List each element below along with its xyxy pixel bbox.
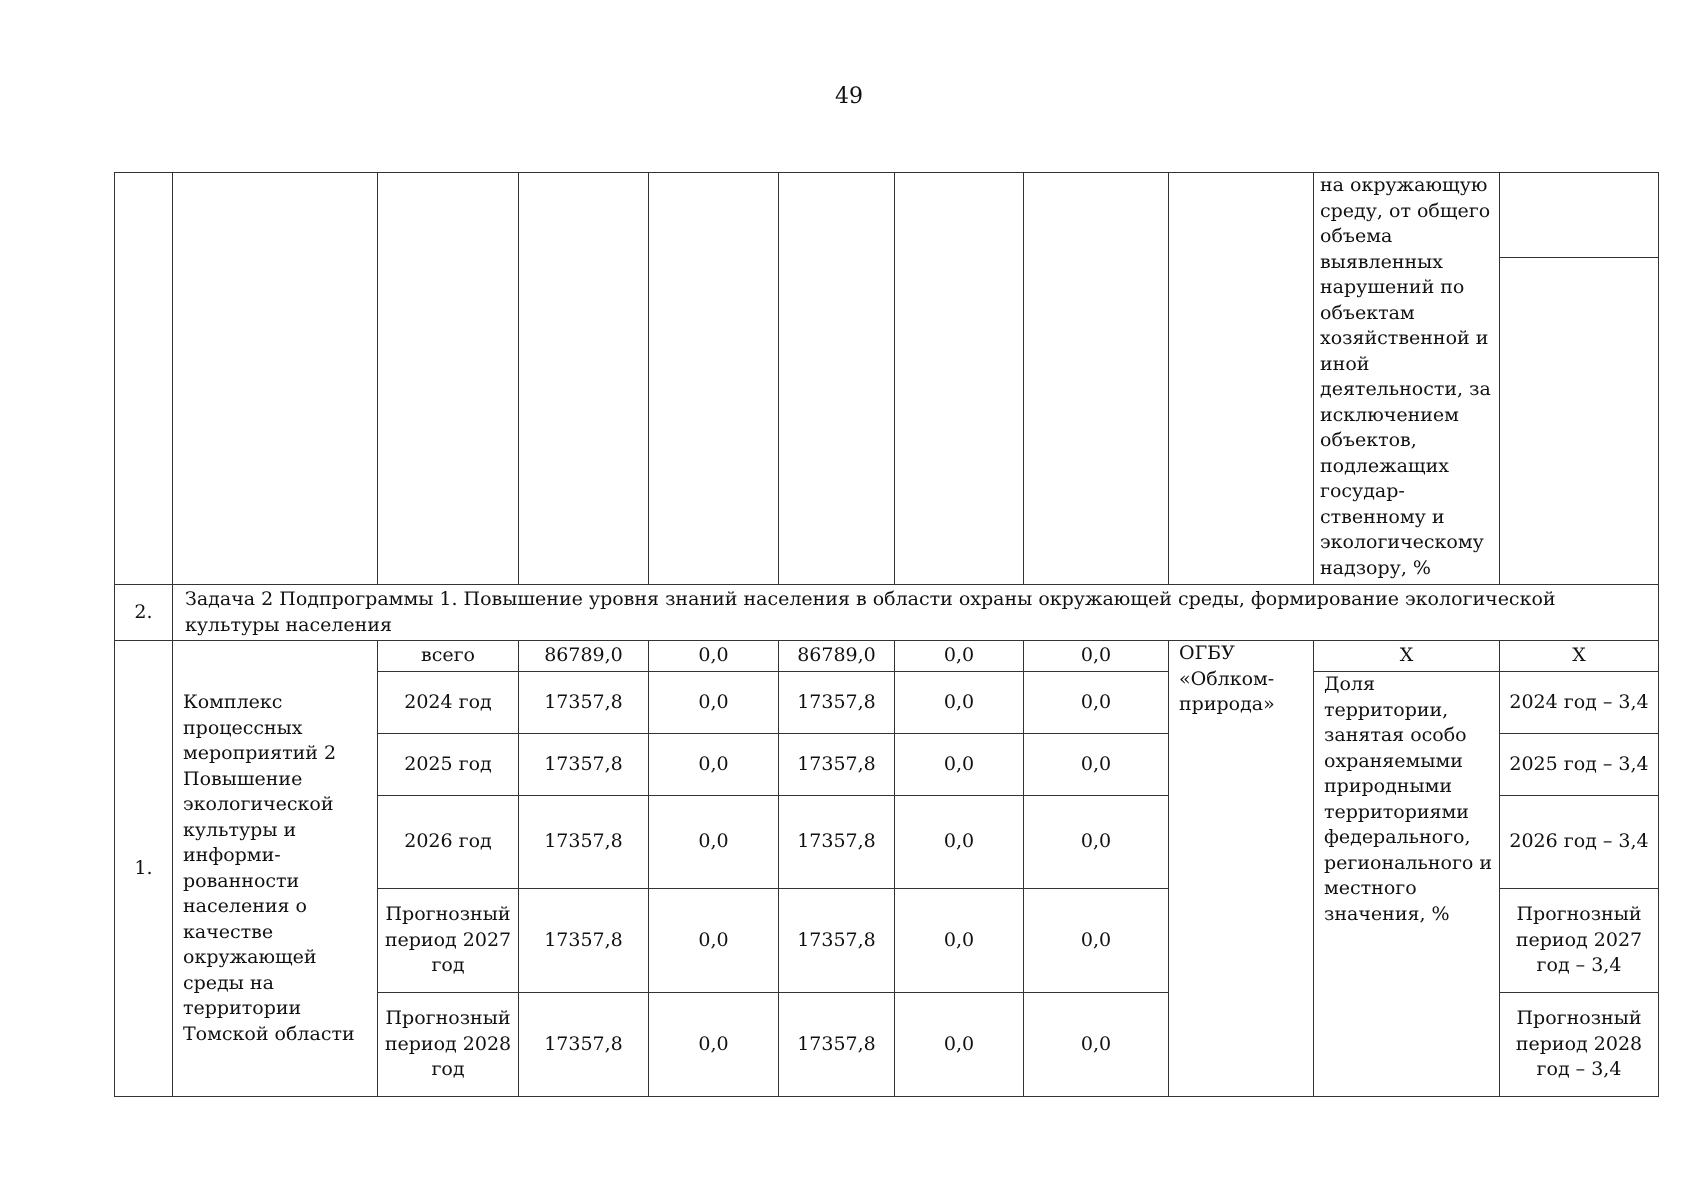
table-row xyxy=(115,641,1659,672)
cont-regional-cell xyxy=(779,173,895,585)
total-cell: 17357,8 xyxy=(519,734,649,796)
federal-cell: 0,0 xyxy=(649,641,779,672)
regional-cell: 17357,8 xyxy=(779,734,895,796)
federal-cell: 0,0 xyxy=(649,796,779,889)
cont-value-cell-top xyxy=(1500,173,1659,258)
program-table xyxy=(114,172,1659,1097)
local-cell: 0,0 xyxy=(895,641,1024,672)
local-cell: 0,0 xyxy=(895,889,1024,993)
page-number: 49 xyxy=(835,84,863,109)
other-cell: 0,0 xyxy=(1024,993,1169,1097)
other-cell: 0,0 xyxy=(1024,889,1169,993)
local-cell: 0,0 xyxy=(895,796,1024,889)
period-cell: всего xyxy=(378,641,519,672)
indicator-value-cell: 2026 год – 3,4 xyxy=(1500,796,1659,889)
cont-federal-cell xyxy=(649,173,779,585)
total-cell: 17357,8 xyxy=(519,993,649,1097)
cont-indicator-cell: на окружающую среду, от общего объема выявленных нарушений по объектам хозяйственной и иной деятельности, за исключением объектов, подлежащих государ-ственному и экологическому надзору, % xyxy=(1314,173,1500,585)
regional-cell: 17357,8 xyxy=(779,672,895,734)
cont-number-cell xyxy=(115,173,173,585)
measure-name: Комплекс процессных мероприятий 2 Повышение экологической культуры и информи-рованности населения о качестве окружающей среды на территории Томской области xyxy=(173,641,378,1097)
indicator-value-cell: Прогнозный период 2027 год – 3,4 xyxy=(1500,889,1659,993)
other-cell: 0,0 xyxy=(1024,734,1169,796)
total-cell: 17357,8 xyxy=(519,796,649,889)
local-cell: 0,0 xyxy=(895,672,1024,734)
other-cell: 0,0 xyxy=(1024,796,1169,889)
continuation-row xyxy=(115,173,1659,258)
executor-cell: ОГБУ «Облком-природа» xyxy=(1169,641,1314,1097)
cont-total-cell xyxy=(519,173,649,585)
federal-cell: 0,0 xyxy=(649,993,779,1097)
cont-name-cell xyxy=(173,173,378,585)
federal-cell: 0,0 xyxy=(649,889,779,993)
regional-cell: 17357,8 xyxy=(779,796,895,889)
local-cell: 0,0 xyxy=(895,734,1024,796)
period-cell: Прогнозный период 2027 год xyxy=(378,889,519,993)
period-cell: 2025 год xyxy=(378,734,519,796)
task-title: Задача 2 Подпрограммы 1. Повышение уровня знаний населения в области охраны окружающей среды, формирование экологической культуры населения xyxy=(173,585,1659,641)
indicator-value-cell: Х xyxy=(1500,641,1659,672)
measure-number: 1. xyxy=(115,641,173,1097)
period-cell: 2026 год xyxy=(378,796,519,889)
federal-cell: 0,0 xyxy=(649,734,779,796)
cont-value-cell-bottom xyxy=(1500,258,1659,585)
total-cell: 86789,0 xyxy=(519,641,649,672)
period-cell: Прогнозный период 2028 год xyxy=(378,993,519,1097)
cont-executor-cell xyxy=(1169,173,1314,585)
total-cell: 17357,8 xyxy=(519,889,649,993)
total-cell: 17357,8 xyxy=(519,672,649,734)
indicator-value-cell: 2024 год – 3,4 xyxy=(1500,672,1659,734)
cont-period-cell xyxy=(378,173,519,585)
indicator-header-cell: Х xyxy=(1314,641,1500,672)
cont-other-cell xyxy=(1024,173,1169,585)
period-cell: 2024 год xyxy=(378,672,519,734)
local-cell: 0,0 xyxy=(895,993,1024,1097)
other-cell: 0,0 xyxy=(1024,672,1169,734)
regional-cell: 17357,8 xyxy=(779,993,895,1097)
task-row xyxy=(115,585,1659,641)
indicator-value-cell: Прогнозный период 2028 год – 3,4 xyxy=(1500,993,1659,1097)
regional-cell: 17357,8 xyxy=(779,889,895,993)
cont-local-cell xyxy=(895,173,1024,585)
task-number: 2. xyxy=(115,585,173,641)
other-cell: 0,0 xyxy=(1024,641,1169,672)
indicator-name-cell: Доля территории, занятая особо охраняемыми природными территориями федерального, регионального и местного значения, % xyxy=(1314,672,1500,1097)
regional-cell: 86789,0 xyxy=(779,641,895,672)
indicator-value-cell: 2025 год – 3,4 xyxy=(1500,734,1659,796)
federal-cell: 0,0 xyxy=(649,672,779,734)
